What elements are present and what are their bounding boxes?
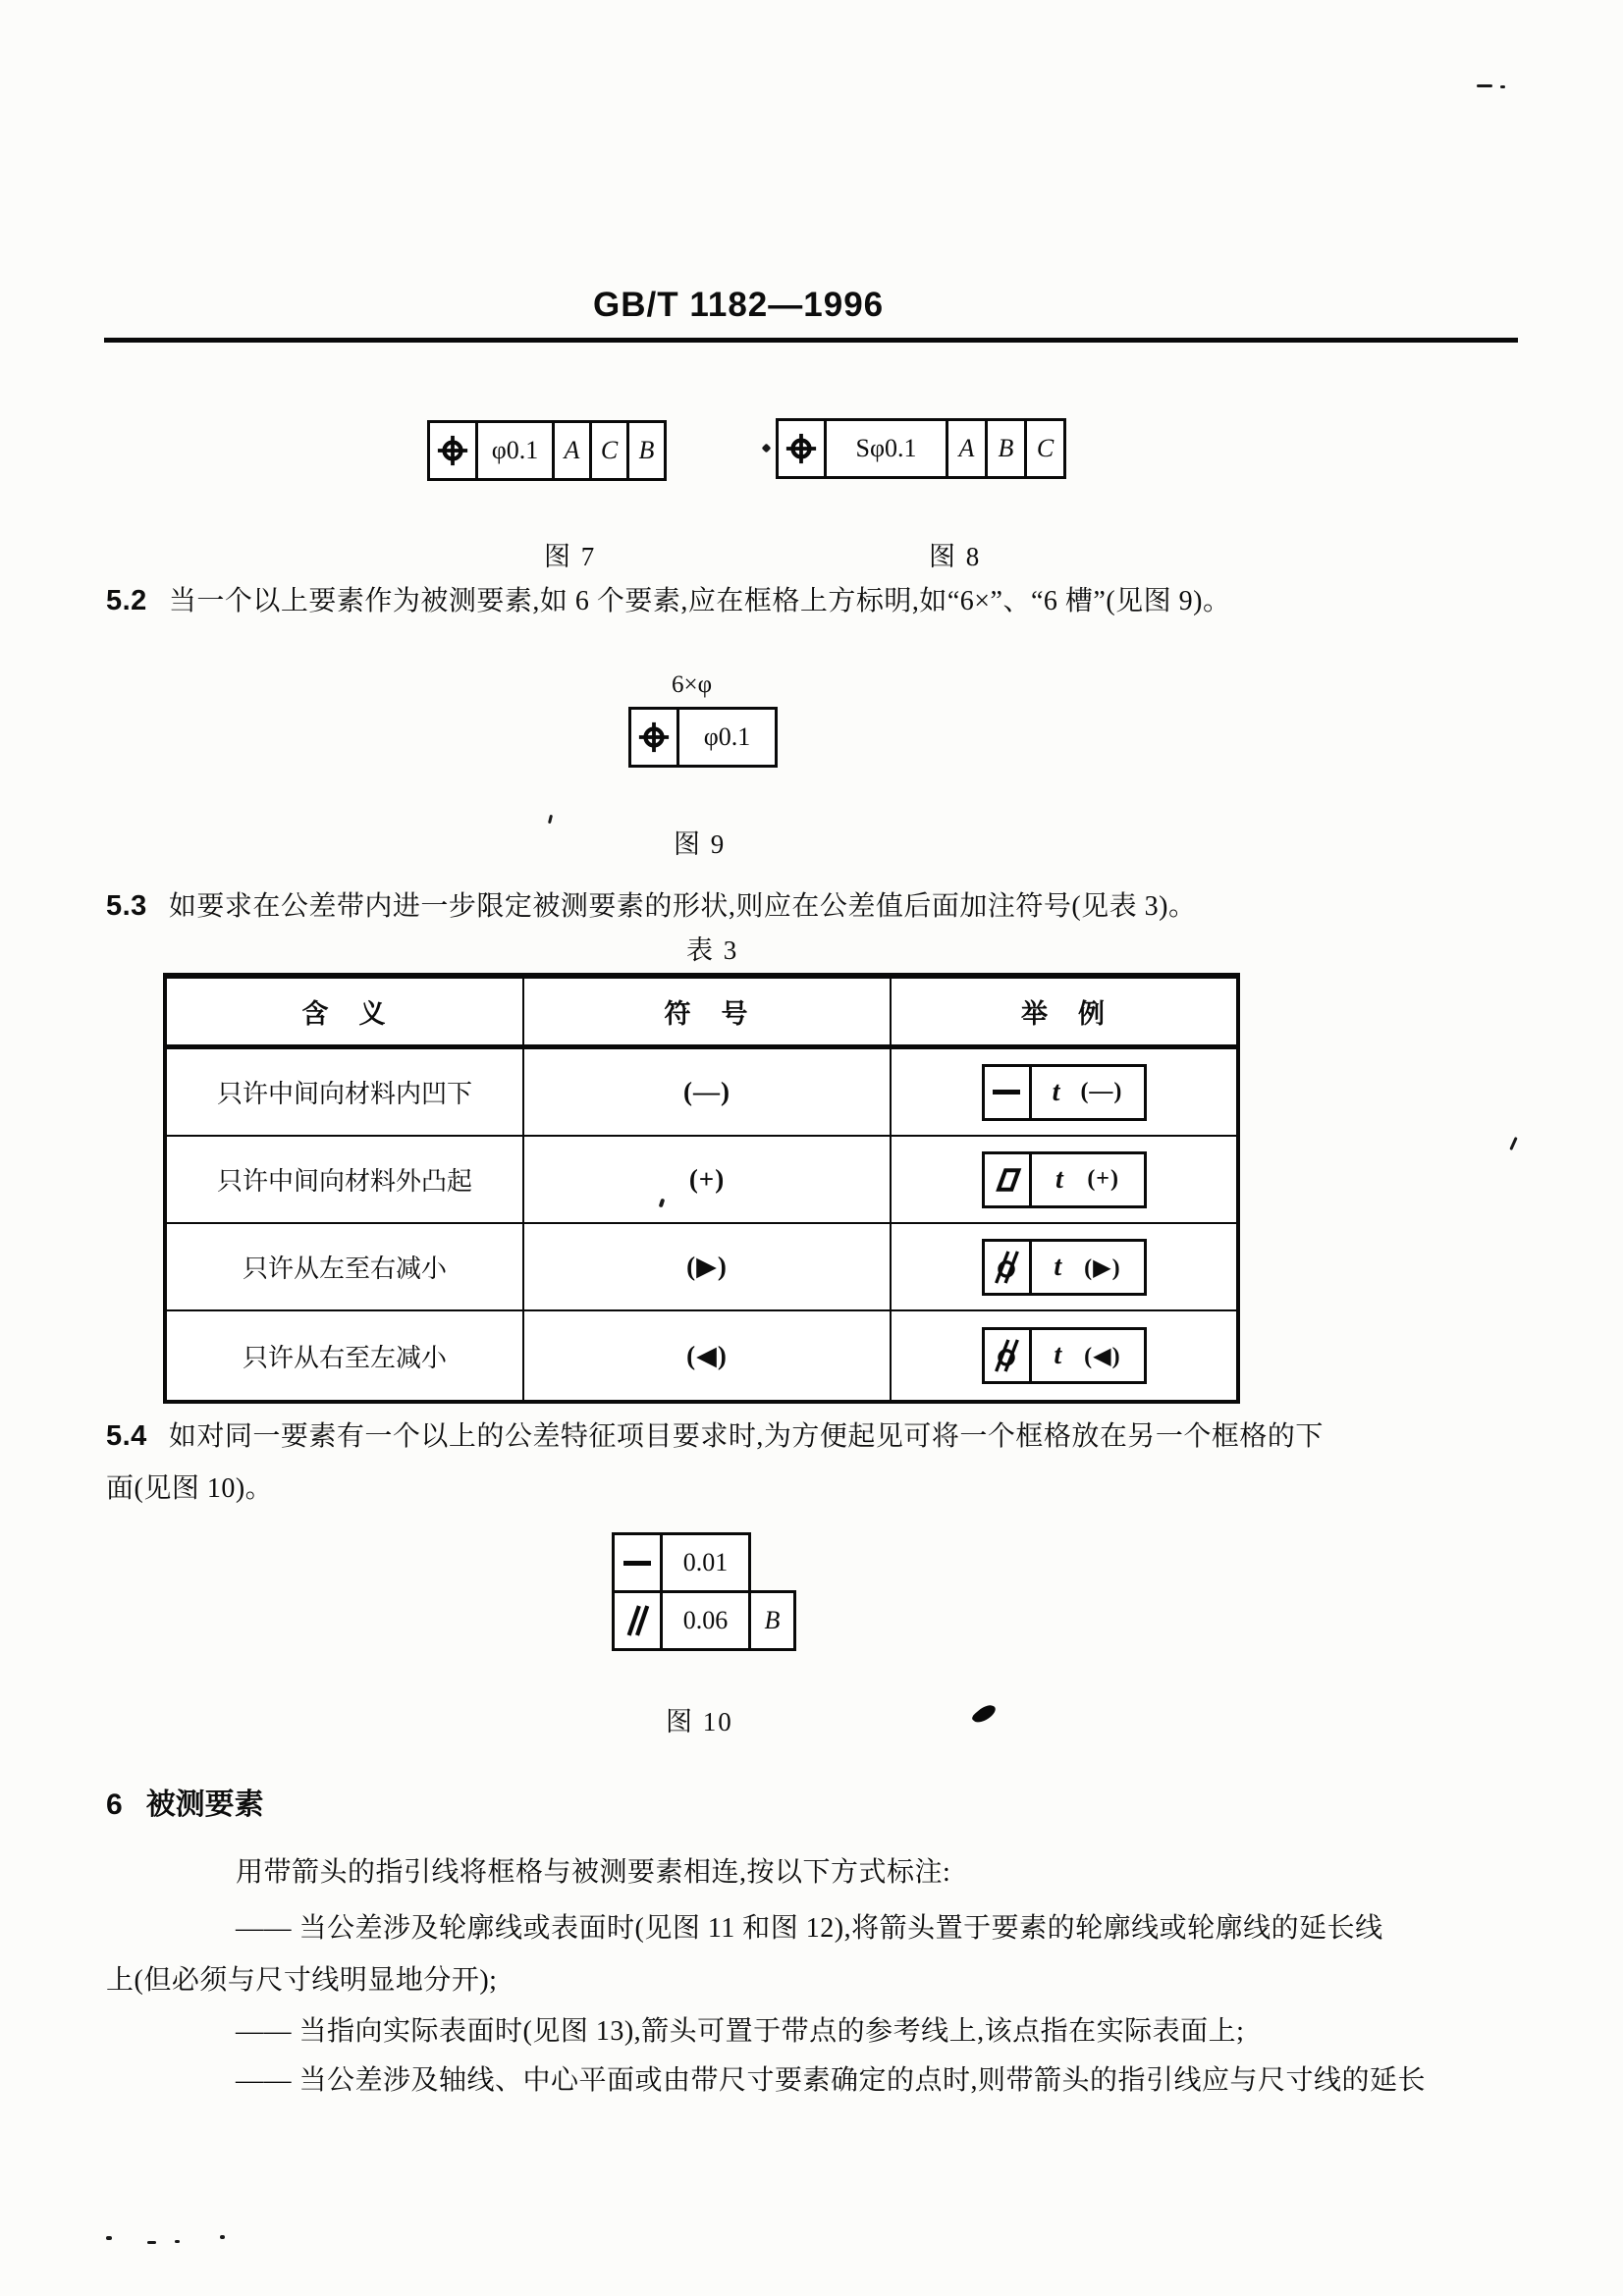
fig7-tolerance-frame [427,420,667,481]
modifier-symbol: (▶) [1084,1255,1121,1281]
fig10-row2-value: 0.06 [660,1593,748,1648]
fig10-caption: 图 10 [666,1707,733,1736]
position-icon [779,421,824,476]
section-6-number: 6 [106,1789,123,1821]
section-5-4-line2: 面(见图 10)。 [106,1473,274,1504]
scan-speck [1500,85,1505,88]
table3-header-meaning: 含 义 [167,979,524,1049]
standard-number: GB/T 1182—1996 [593,286,885,324]
fig8-datum-1: A [946,421,985,476]
fig8-caption: 图 8 [929,542,982,571]
fig9-tolerance-frame [628,707,778,768]
fig9-count-label: 6×φ [672,671,713,698]
fig10-frame-row1 [612,1532,751,1593]
section-6-heading [106,1780,264,1823]
fig7-tolerance-value: φ0.1 [475,423,552,478]
scan-speck [1509,1137,1517,1150]
cylindricity-icon [985,1242,1032,1293]
fig8-datum-2: B [985,421,1024,476]
section-5-4 [106,1416,1324,1457]
scan-speck [548,815,553,824]
table-row-meaning: 只许中间向材料外凸起 [167,1137,524,1224]
cylindricity-icon [985,1330,1032,1381]
table-row-meaning: 只许从左至右减小 [167,1224,524,1311]
section-5-3-number: 5.3 [106,890,147,922]
table-row-symbol: (+) [524,1137,892,1224]
leader-dot [762,444,772,454]
table-row-example [892,1311,1236,1400]
pen-mark [970,1702,999,1726]
section-5-2-text: 当一个以上要素作为被测要素,如 6 个要素,应在框格上方标明,如“6×”、“6 槽”(见图 9)。 [168,586,1231,616]
table-row-symbol: (—) [524,1049,892,1137]
table-row-example [892,1137,1236,1224]
scan-speck [1477,84,1492,87]
section-6-bullet3: —— 当公差涉及轴线、中心平面或由带尺寸要素确定的点时,则带箭头的指引线应与尺寸线的延长 [236,2065,1427,2096]
flatness-icon [985,1154,1032,1205]
fig9-caption: 图 9 [674,829,727,859]
table3-header-example: 举 例 [892,979,1236,1049]
straightness-icon [615,1535,660,1590]
fig8-tolerance-frame [776,418,1066,479]
fig10-row2-datum: B [748,1593,793,1648]
table-row-example [892,1224,1236,1311]
table-row-symbol: (▶) [524,1224,892,1311]
section-6-bullet1: —— 当公差涉及轮廓线或表面时(见图 11 和图 12),将箭头置于要素的轮廓线或轮廓线的延长线 [236,1913,1383,1944]
tolerance-letter: t [1055,1163,1063,1195]
header-rule [104,338,1518,343]
position-icon [430,423,475,478]
fig7-caption: 图 7 [544,542,597,571]
fig8-tolerance-value: Sφ0.1 [824,421,946,476]
parallelism-icon [615,1593,660,1648]
scan-speck [147,2241,156,2244]
scan-speck [175,2240,180,2243]
section-6-title: 被测要素 [145,1789,264,1821]
position-icon [631,710,676,765]
section-5-3 [106,886,1196,927]
tolerance-letter: t [1054,1340,1062,1370]
fig10-stacked-frames [612,1532,796,1651]
fig10-row1-value: 0.01 [660,1535,748,1590]
section-5-2-number: 5.2 [106,585,147,616]
section-5-4-line1: 如对同一要素有一个以上的公差特征项目要求时,为方便起见可将一个框格放在另一个框格的下 [168,1421,1324,1452]
table3-header-symbol: 符 号 [524,979,892,1049]
scan-speck [220,2235,225,2239]
fig7-datum-2: C [589,423,626,478]
section-6-bullet2: —— 当指向实际表面时(见图 13),箭头可置于带点的参考线上,该点指在实际表面上; [236,2016,1245,2047]
section-5-4-number: 5.4 [106,1420,147,1452]
fig7-datum-1: A [552,423,589,478]
section-5-3-text: 如要求在公差带内进一步限定被测要素的形状,则应在公差值后面加注符号(见表 3)。 [168,891,1197,922]
section-5-2 [106,581,1230,621]
example-tolerance-frame [982,1064,1147,1121]
modifier-symbol: (◀) [1084,1344,1121,1369]
tolerance-letter: t [1052,1076,1060,1107]
table3 [163,973,1240,1404]
modifier-symbol: (—) [1080,1079,1123,1104]
table3-caption: 表 3 [686,935,739,965]
example-tolerance-frame [982,1239,1147,1296]
example-tolerance-frame [982,1327,1147,1384]
table-row-meaning: 只许中间向材料内凹下 [167,1049,524,1137]
fig9-tolerance-value: φ0.1 [676,710,775,765]
straightness-icon [985,1067,1032,1118]
tolerance-letter: t [1054,1251,1062,1282]
example-tolerance-frame [982,1151,1147,1208]
scan-speck [106,2236,112,2240]
table-row-example [892,1049,1236,1137]
fig10-frame-row2 [612,1590,796,1651]
fig7-datum-3: B [626,423,664,478]
fig8-datum-3: C [1024,421,1063,476]
section-6-paragraph: 用带箭头的指引线将框格与被测要素相连,按以下方式标注: [236,1857,951,1888]
table-row-symbol: (◀) [524,1311,892,1400]
table-row-meaning: 只许从右至左减小 [167,1311,524,1400]
modifier-symbol: (+) [1087,1166,1119,1192]
section-6-bullet1-continuation: 上(但必须与尺寸线明显地分开); [106,1965,498,1996]
